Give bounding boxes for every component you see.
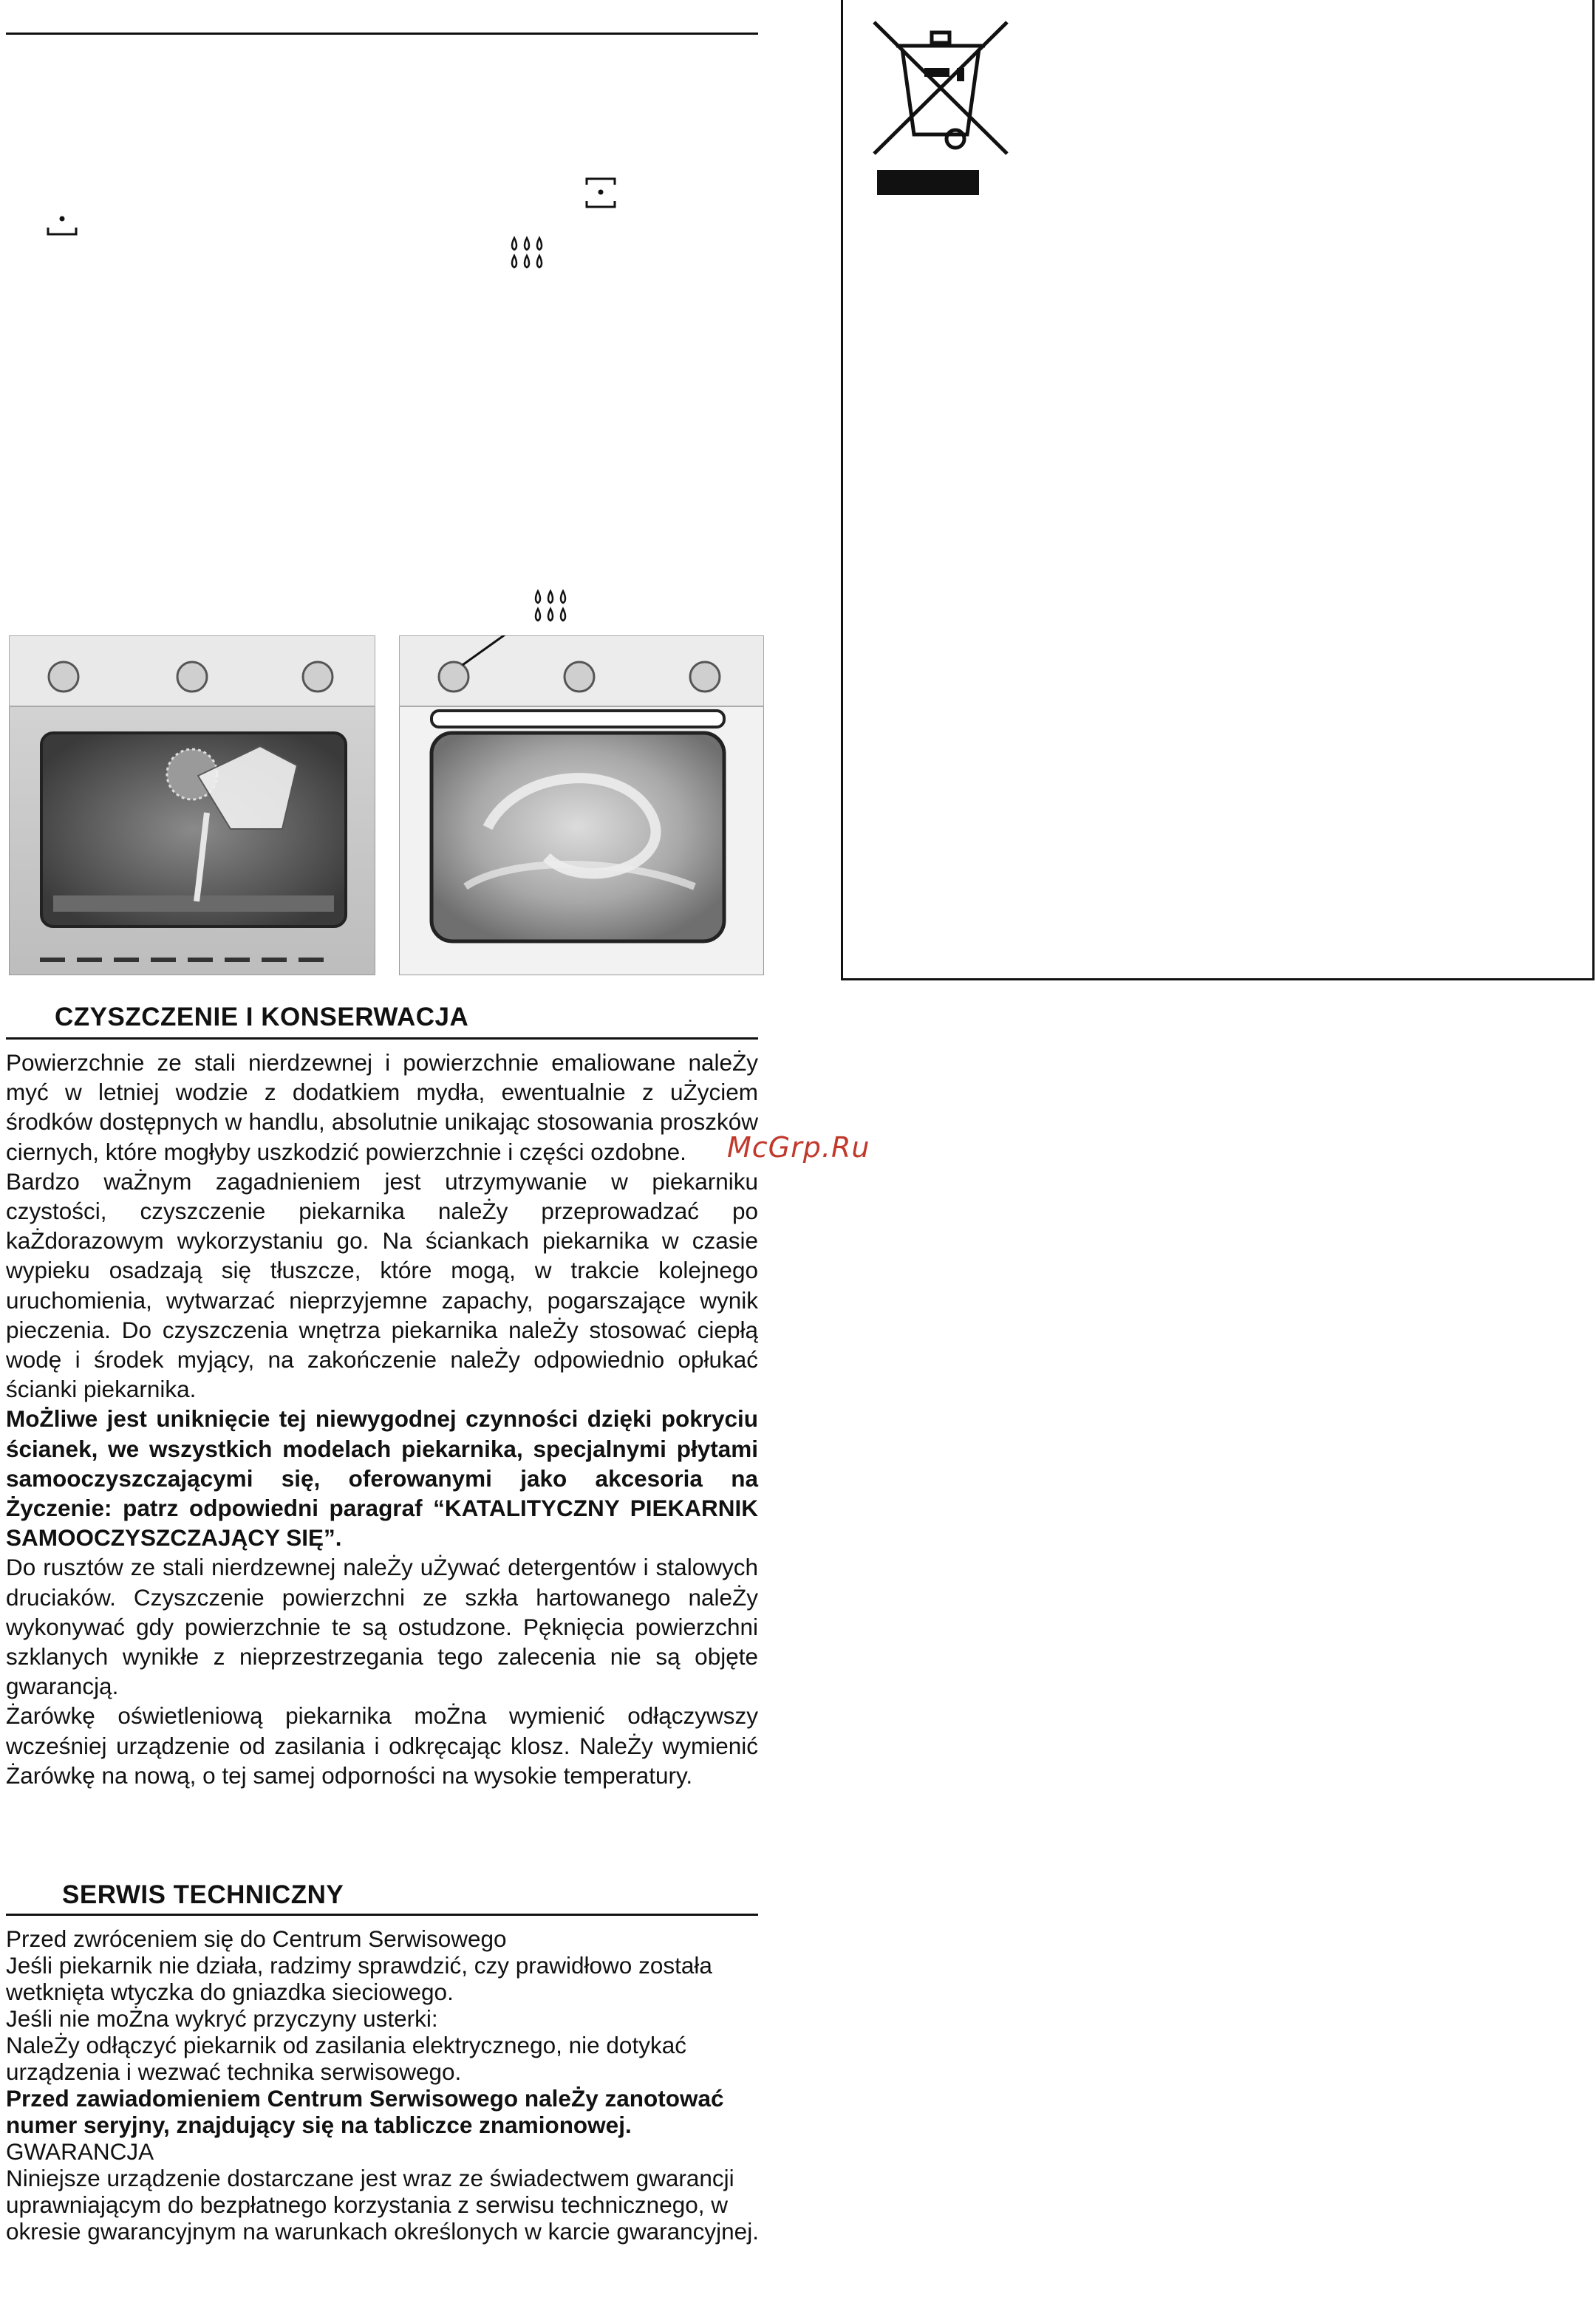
watermark: McGrp.Ru <box>727 1131 870 1164</box>
service-heading-rule <box>6 1914 758 1916</box>
bottom-heat-icon <box>46 211 78 238</box>
disposal-info-panel <box>841 0 1595 980</box>
service-line-4: NaleŻy odłączyć piekarnik od zasilania elektrycznego, nie dotykać urządzenia i wezwać technika serwisowego. <box>6 2032 686 2085</box>
service-body <box>6 1925 760 2245</box>
warranty-heading: GWARANCJA <box>6 2138 154 2165</box>
service-line-1: Przed zwróceniem się do Centrum Serwisowego <box>6 1925 507 1952</box>
weee-marking-bar <box>877 170 979 195</box>
cleaning-paragraph-2: Bardzo waŻnym zagadnieniem jest utrzymywanie w piekarniku czystości, czyszczenie piekarnika naleŻy przeprowadzać po kaŻdorazowym wykorzystaniu go. Na ściankach piekarnika w czasie wypieku osadzają się tłuszcze, które mogą, w trakcie kolejnego uruchomienia, wytwarzać nieprzyjemne zapachy, pogarszające wynik pieczenia. Do czyszczenia wnętrza piekarnika naleŻy stosować ciepłą wodę i środek myjący, na zakończenie naleŻy odpowiednio opłukać ścianki piekarnika. <box>6 1167 758 1403</box>
cleaning-heading-rule <box>6 1037 758 1040</box>
steam-cleaning-icon-2 <box>532 588 569 627</box>
warranty-text: Niniejsze urządzenie dostarczane jest wraz ze świadectwem gwarancji uprawniającym do bezpłatnego korzystania z serwisu technicznego, w okresie gwarancyjnym na warunkach określonych w karcie gwarancyjnej. <box>6 2165 759 2245</box>
oven-water-pouring-illustration <box>9 635 375 975</box>
cleaning-paragraph-5: Żarówkę oświetleniową piekarnika moŻna wymienić odłączywszy wcześniej urządzenie od zasilania i odkręcając klosz. NaleŻy wymienić Żarówkę na nową, o tej samej odporności na wysokie temperatury. <box>6 1702 758 1789</box>
crossed-out-wheelie-bin-icon <box>867 16 1014 157</box>
cleaning-body <box>6 1048 758 1790</box>
oven-steam-illustration <box>399 635 764 975</box>
service-line-5: Przed zawiadomieniem Centrum Serwisowego naleŻy zanotować numer seryjny, znajdujący się na tabliczce znamionowej. <box>6 2085 724 2138</box>
cleaning-paragraph-1: Powierzchnie ze stali nierdzewnej i powierzchnie emaliowane naleŻy myć w letniej wodzie z dodatkiem mydła, ewentualnie z uŻyciem środków dostępnych w handlu, absolutnie unikając stosowania proszków ciernych, które mogłyby uszkodzić powierzchnie i części ozdobne. <box>6 1049 758 1165</box>
service-line-3: Jeśli nie moŻna wykryć przyczyny usterki: <box>6 2005 438 2032</box>
cleaning-paragraph-3: MoŻliwe jest uniknięcie tej niewygodnej czynności dzięki pokryciu ścianek, we wszystkich modelach piekarnika, specjalnymi płytami samooczyszczającymi się, oferowanymi jako akcesoria na Życzenie: patrz odpowiedni paragraf “KATALITYCZNY PIEKARNIK SAMOOCZYSZCZAJĄCY SIĘ”. <box>6 1405 758 1552</box>
cleaning-paragraph-4: Do rusztów ze stali nierdzewnej naleŻy uŻywać detergentów i stalowych druciaków. Czyszczenie powierzchni ze szkła hartowanego naleŻy wykonywać gdy powierzchnie te są ostudzone. Pęknięcia powierzchni szklanych wynikłe z nieprzestrzegania tego zalecenia nie są objęte gwarancją. <box>6 1554 758 1700</box>
top-rule <box>6 33 758 35</box>
steam-cleaning-icon <box>508 235 545 273</box>
service-line-2: Jeśli piekarnik nie działa, radzimy sprawdzić, czy prawidłowo została wetknięta wtyczka do gniazdka sieciowego. <box>6 1952 712 2005</box>
top-bottom-heat-icon <box>584 174 618 211</box>
cleaning-heading: CZYSZCZENIE I KONSERWACJA <box>55 1003 469 1031</box>
service-heading: SERWIS TECHNICZNY <box>62 1880 344 1909</box>
